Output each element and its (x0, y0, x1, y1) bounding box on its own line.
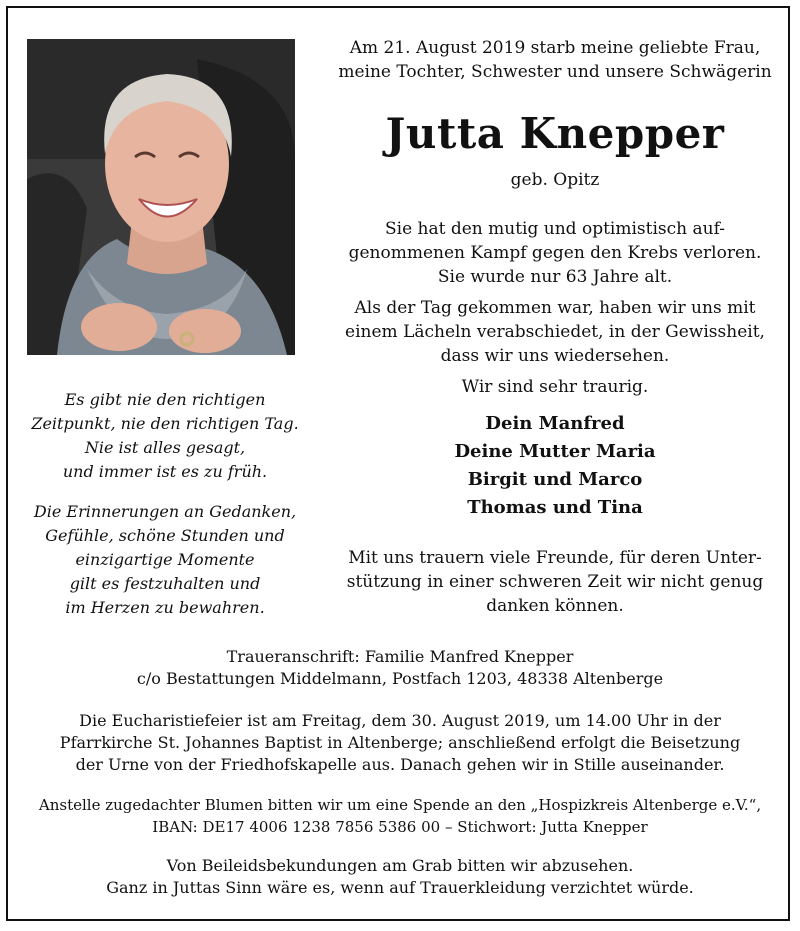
poem-line: Nie ist alles gesagt, (84, 438, 246, 457)
poem-line: Die Erinnerungen an Gedanken, (33, 502, 297, 521)
intro-line: meine Tochter, Schwester und unsere Schwägerin (338, 62, 772, 82)
paragraph-farewell (335, 296, 775, 368)
address-line: c/o Bestattungen Middelmann, Postfach 1203, 48338 Altenberge (136, 669, 664, 688)
family-member: Thomas und Tina (467, 497, 643, 518)
poem-line: im Herzen zu bewahren. (65, 598, 265, 617)
service-info (10, 710, 790, 776)
donation-line: IBAN: DE17 4006 1238 7856 5386 00 – Stichwort: Jutta Knepper (152, 818, 648, 836)
poem-line: gilt es festzuhalten und (69, 574, 261, 593)
closing-line: Von Beileidsbekundungen am Grab bitten wir abzusehen. (166, 856, 634, 875)
paragraph-line: Sie wurde nur 63 Jahre alt. (437, 267, 673, 287)
sad-line: Wir sind sehr traurig. (461, 377, 649, 397)
poem-stanza-2 (20, 500, 310, 620)
intro-text (335, 36, 775, 84)
portrait-photo-icon (27, 39, 295, 355)
closing-note (10, 855, 790, 899)
family-member: Dein Manfred (485, 413, 625, 434)
paragraph-line: genommenen Kampf gegen den Krebs verloren. (348, 243, 762, 263)
mourning-address (10, 646, 790, 690)
paragraph-line: Sie hat den mutig und optimistisch auf- (384, 219, 726, 239)
maiden-name: geb. Opitz (510, 170, 600, 190)
poem-line: Es gibt nie den richtigen (64, 390, 266, 409)
paragraph-line: Als der Tag gekommen war, haben wir uns mit (354, 298, 756, 318)
paragraph-line: danken können. (486, 596, 624, 616)
poem-line: einzigartige Momente (75, 550, 255, 569)
paragraph-struggle (335, 217, 775, 289)
poem-stanza-1 (20, 388, 310, 484)
family-member: Deine Mutter Maria (454, 441, 656, 462)
family-member: Birgit und Marco (467, 469, 643, 490)
poem-line: und immer ist es zu früh. (62, 462, 268, 481)
service-line: Die Eucharistiefeier ist am Freitag, dem 30. August 2019, um 14.00 Uhr in der (79, 711, 721, 730)
poem-line: Zeitpunkt, nie den richtigen Tag. (31, 414, 299, 433)
service-line: der Urne von der Friedhofskapelle aus. Danach gehen wir in Stille auseinander. (75, 755, 725, 774)
paragraph-line: stützung in einer schweren Zeit wir nicht genug (346, 572, 764, 592)
donation-info (10, 794, 790, 838)
paragraph-line: einem Lächeln verabschiedet, in der Gewissheit, (345, 322, 765, 342)
closing-line: Ganz in Juttas Sinn wäre es, wenn auf Trauerkleidung verzichtet würde. (106, 878, 694, 897)
intro-line: Am 21. August 2019 starb meine geliebte Frau, (349, 38, 761, 58)
paragraph-line: Mit uns trauern viele Freunde, für deren Unter- (348, 548, 762, 568)
family-signatures (335, 410, 775, 522)
service-line: Pfarrkirche St. Johannes Baptist in Altenberge; anschließend erfolgt die Beisetzung (59, 733, 741, 752)
poem-line: Gefühle, schöne Stunden und (45, 526, 285, 545)
deceased-name: Jutta Knepper (385, 109, 725, 158)
address-line: Traueranschrift: Familie Manfred Knepper (226, 647, 574, 666)
friends-paragraph (335, 546, 775, 618)
portrait-photo (27, 39, 295, 355)
paragraph-line: dass wir uns wiedersehen. (440, 346, 670, 366)
donation-line: Anstelle zugedachter Blumen bitten wir um eine Spende an den „Hospizkreis Altenberge e.V.“, (38, 796, 762, 814)
